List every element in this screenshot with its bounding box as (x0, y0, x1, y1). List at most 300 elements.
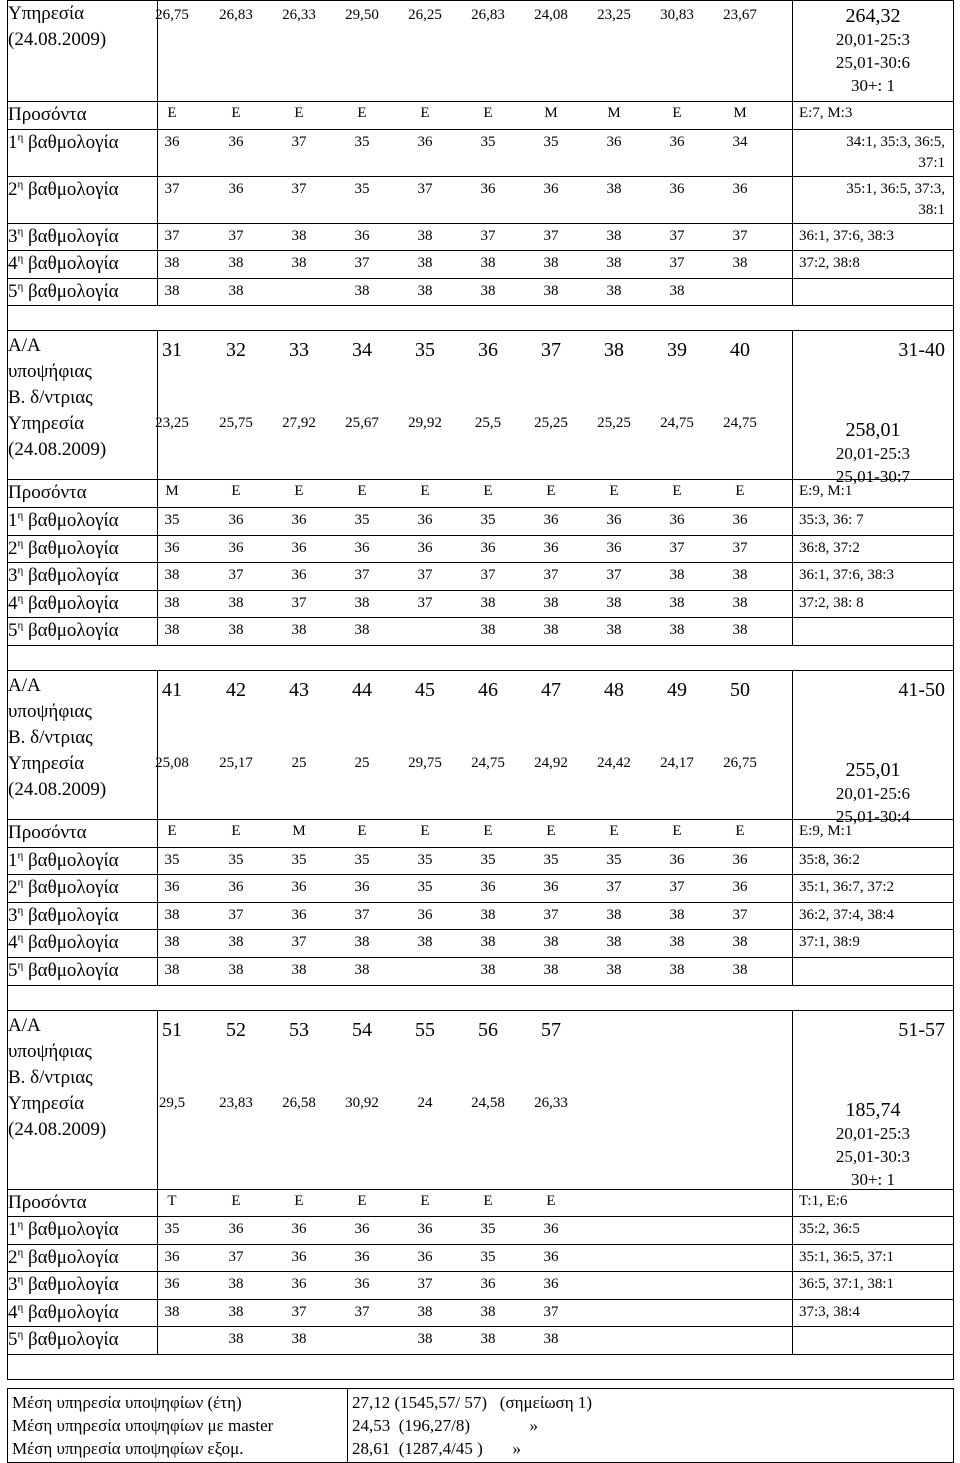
grade-value-7: 36 (543, 879, 559, 896)
spacer-cell (8, 985, 954, 1010)
qualifications-label: Προσόντα (8, 819, 158, 847)
grade-value-8: 38 (606, 180, 622, 197)
summary-cell (793, 102, 954, 130)
grade-value-2: 36 (228, 180, 244, 197)
service-values (155, 670, 793, 819)
qualification-4: Ε (357, 105, 367, 121)
grade-label (8, 251, 158, 279)
candidate-number-7: 47 (541, 678, 561, 701)
grade-value-6: 37 (480, 567, 496, 584)
grade-value-7: 37 (543, 567, 559, 584)
qualifications-values (158, 480, 793, 508)
spacer-row (7, 305, 954, 331)
grade-suffix: η (17, 959, 24, 972)
qualification-5: Ε (420, 105, 430, 121)
grade-values (158, 1299, 793, 1327)
candidate-number-6: 46 (478, 678, 498, 701)
summary-line: 36:5, 37:1, 38:1 (799, 1276, 895, 1293)
grade-value-5: 36 (417, 906, 433, 923)
candidate-number-4: 34 (352, 339, 372, 362)
grade-number: 5 (8, 620, 18, 642)
grade-value-8: 38 (606, 227, 622, 244)
service-value-9: 30,83 (660, 7, 694, 23)
grade-value-6: 36 (480, 1276, 496, 1293)
qualification-4: Ε (357, 1192, 367, 1209)
grade-value-1: 36 (164, 133, 180, 150)
footer-value: 28,61 (1287,4/45 ) » (352, 1439, 522, 1459)
summary-cell (793, 1189, 954, 1217)
candidate-number-8: 38 (604, 339, 624, 362)
grade-value-10: 36 (732, 511, 748, 528)
grade-value-4: 37 (354, 255, 370, 272)
service-total: 255,01 (845, 758, 901, 781)
service-value-5: 24 (417, 1094, 433, 1111)
grade-value-4: 36 (354, 227, 370, 244)
grade-value-5: 38 (417, 1303, 433, 1320)
service-value-9: 24,75 (660, 415, 694, 432)
service-value-10: 24,75 (723, 415, 757, 432)
grade-value-1: 36 (164, 1276, 180, 1293)
grade-label (8, 1299, 158, 1327)
grade-value-6: 38 (480, 622, 496, 639)
candidate-number-9: 39 (667, 339, 687, 362)
grade-value-7: 38 (543, 1331, 559, 1348)
qualifications-values (158, 819, 793, 847)
grade-values (158, 902, 793, 930)
summary-line: 34:1, 35:3, 36:5, (846, 133, 945, 150)
qualifications-row (8, 819, 954, 847)
range-label: 51-57 (898, 1018, 945, 1041)
summary-line: 35:1, 36:5, 37:1 (799, 1248, 895, 1265)
summary-cell (793, 176, 954, 223)
label-line: υποψήφιας (8, 361, 92, 383)
service-values (155, 331, 793, 480)
spacer-cell (8, 306, 954, 331)
grade-value-4: 36 (354, 1221, 370, 1238)
grade-suffix: η (17, 564, 24, 577)
summary-cell (793, 223, 954, 251)
service-value-7: 24,08 (534, 7, 568, 23)
grade-value-8: 38 (606, 594, 622, 611)
service-value-5: 29,92 (408, 415, 442, 432)
summary-line: Τ:1, Ε:6 (799, 1192, 848, 1209)
block-31-40 (7, 330, 954, 646)
grade-value-7: 36 (543, 1276, 559, 1293)
grade-label (8, 1327, 158, 1355)
label-line: (24.08.2009) (8, 439, 107, 461)
grade-value-5: 36 (417, 133, 433, 150)
grade-value-2: 36 (228, 511, 244, 528)
summary-cell (793, 1327, 954, 1355)
grade-suffix: η (17, 876, 24, 889)
qualification-9: Ε (672, 105, 682, 121)
grade-number: 2 (8, 178, 18, 200)
grade-number: 1 (8, 509, 18, 531)
summary-cell (793, 563, 954, 591)
grade-word: βαθμολογία (23, 537, 119, 559)
grade-label (8, 590, 158, 618)
footer-values (348, 1389, 954, 1463)
grade-number: 3 (8, 1274, 18, 1296)
label-line: Α/Α (8, 335, 41, 357)
grade-value-1: 38 (164, 934, 180, 951)
service-distribution: 25,01-30:3 (835, 1146, 911, 1166)
grade-values (158, 875, 793, 903)
service-value-10: 26,75 (723, 754, 757, 771)
qualifications-values (158, 1189, 793, 1217)
candidate-number-5: 45 (415, 678, 435, 701)
grade-number: 5 (8, 1329, 18, 1351)
candidate-number-6: 56 (478, 1018, 498, 1041)
grade-value-3: 38 (291, 1331, 307, 1348)
service-total: 185,74 (845, 1098, 901, 1121)
range-label: 41-50 (898, 678, 945, 701)
grade-number: 3 (8, 225, 18, 247)
service-summary (793, 670, 954, 826)
service-summary (793, 1010, 954, 1189)
qualifications-row (8, 102, 954, 130)
grade-label (8, 1272, 158, 1300)
grade-word: βαθμολογία (23, 1219, 119, 1241)
grade-value-10: 38 (732, 961, 748, 978)
grade-value-7: 38 (543, 255, 559, 272)
qualification-7: Ε (546, 1192, 556, 1209)
grade-values (158, 618, 793, 646)
service-value-1: 25,08 (155, 754, 189, 771)
grade-value-3: 36 (291, 539, 307, 556)
grade-value-3: 37 (291, 180, 307, 197)
grade-value-10: 37 (732, 906, 748, 923)
grade-value-3: 36 (291, 1221, 307, 1238)
grade-value-5: 37 (417, 594, 433, 611)
summary-line: 35:1, 36:5, 37:3, (846, 180, 945, 197)
spacer-row (7, 1354, 954, 1380)
grade-value-9: 36 (669, 851, 685, 868)
summary-cell (793, 129, 954, 176)
grade-value-1: 38 (164, 1303, 180, 1320)
grade-value-8: 36 (606, 539, 622, 556)
service-row (8, 670, 954, 819)
qualification-2: Ε (231, 105, 241, 121)
summary-line: 37:1, 38:9 (799, 934, 860, 951)
grade-label (8, 1244, 158, 1272)
grade-label (8, 223, 158, 251)
grade-number: 1 (8, 849, 18, 871)
service-value-7: 25,25 (534, 415, 568, 432)
grade-value-6: 38 (480, 255, 496, 272)
qualification-1: Ε (167, 822, 177, 839)
qualifications-label: Προσόντα (8, 1189, 158, 1217)
service-distribution: 20,01-25:3 (835, 444, 911, 464)
summary-line: 37:1 (918, 154, 945, 171)
grade-number: 4 (8, 592, 18, 614)
candidate-number-7: 57 (541, 1018, 561, 1041)
qualification-7: Μ (544, 105, 558, 121)
qualification-9: Ε (672, 483, 682, 500)
summary-line: 35:8, 36:2 (799, 851, 860, 868)
qualifications-label: Προσόντα (8, 102, 158, 130)
service-value-8: 24,42 (597, 754, 631, 771)
summary-line: 36:2, 37:4, 38:4 (799, 906, 895, 923)
qualification-6: Ε (483, 1192, 493, 1209)
grade-row-1 (8, 129, 954, 176)
grade-value-4: 37 (354, 567, 370, 584)
service-value-8: 23,25 (597, 7, 631, 23)
service-label (8, 670, 158, 819)
candidate-number-9: 49 (667, 678, 687, 701)
service-distribution: 20,01-25:3 (835, 1123, 911, 1143)
service-values (155, 1, 793, 102)
grade-row-2 (8, 535, 954, 563)
grade-value-4: 35 (354, 180, 370, 197)
grade-label (8, 875, 158, 903)
summary-line: 36:1, 37:6, 38:3 (799, 227, 895, 244)
grade-value-4: 35 (354, 133, 370, 150)
grade-value-1: 38 (164, 622, 180, 639)
grade-value-4: 37 (354, 1303, 370, 1320)
grade-values (158, 1327, 793, 1355)
grade-values (158, 1217, 793, 1245)
grade-number: 3 (8, 565, 18, 587)
grade-row-5 (8, 957, 954, 985)
grade-label (8, 618, 158, 646)
grade-value-4: 38 (354, 934, 370, 951)
grade-label (8, 930, 158, 958)
grade-value-4: 35 (354, 511, 370, 528)
grade-word: βαθμολογία (23, 932, 119, 954)
spacer-row (7, 985, 954, 1011)
summary-line: 35:1, 36:7, 37:2 (799, 879, 895, 896)
spacer-cell (8, 645, 954, 670)
grade-value-1: 35 (164, 511, 180, 528)
grade-suffix: η (17, 178, 24, 191)
qualifications-row (8, 480, 954, 508)
grade-value-6: 36 (480, 539, 496, 556)
grade-value-7: 35 (543, 133, 559, 150)
grade-value-7: 38 (543, 282, 559, 299)
grade-value-7: 37 (543, 1303, 559, 1320)
grade-values (158, 535, 793, 563)
grade-value-7: 38 (543, 594, 559, 611)
grade-label (8, 563, 158, 591)
grade-row-1 (8, 1217, 954, 1245)
grade-value-2: 37 (228, 567, 244, 584)
grade-value-10: 38 (732, 594, 748, 611)
grade-value-1: 38 (164, 567, 180, 584)
grade-value-6: 38 (480, 594, 496, 611)
service-value-2: 25,17 (219, 754, 253, 771)
footer-label: Μέση υπηρεσία υποψηφίων (έτη) (12, 1393, 242, 1413)
grade-word: βαθμολογία (23, 959, 119, 981)
grade-value-6: 35 (480, 1248, 496, 1265)
candidate-number-2: 42 (226, 678, 246, 701)
grade-value-9: 38 (669, 934, 685, 951)
grade-value-6: 35 (480, 133, 496, 150)
qualification-10: Ε (735, 483, 745, 500)
service-distribution: 30+: 1 (850, 1169, 896, 1189)
grade-number: 4 (8, 1301, 18, 1323)
grade-value-6: 36 (480, 180, 496, 197)
service-total: 264,32 (845, 5, 901, 27)
grade-value-9: 37 (669, 255, 685, 272)
grade-value-8: 38 (606, 282, 622, 299)
summary-line: Ε:7, Μ:3 (799, 105, 853, 121)
grade-row-4 (8, 1299, 954, 1327)
grade-number: 2 (8, 1246, 18, 1268)
label-line: (24.08.2009) (8, 778, 107, 800)
service-row (8, 1, 954, 102)
grade-value-9: 38 (669, 906, 685, 923)
grade-value-2: 38 (228, 594, 244, 611)
grade-value-4: 36 (354, 1248, 370, 1265)
grade-value-6: 38 (480, 282, 496, 299)
grade-value-2: 36 (228, 539, 244, 556)
grade-value-7: 36 (543, 1248, 559, 1265)
grade-label (8, 176, 158, 223)
grade-number: 5 (8, 280, 18, 302)
grade-value-8: 36 (606, 133, 622, 150)
grade-value-6: 38 (480, 1331, 496, 1348)
grade-value-10: 36 (732, 180, 748, 197)
candidate-number-1: 41 (162, 678, 182, 701)
grade-number: 4 (8, 932, 18, 954)
grade-value-4: 36 (354, 879, 370, 896)
grade-value-1: 36 (164, 539, 180, 556)
grade-values (158, 563, 793, 591)
grade-number: 1 (8, 131, 18, 153)
label-line: Α/Α (8, 674, 41, 696)
label-line: Β. δ/ντριας (8, 387, 93, 409)
grade-value-4: 38 (354, 282, 370, 299)
grade-value-8: 38 (606, 961, 622, 978)
qualification-5: Ε (420, 1192, 430, 1209)
service-value-1: 23,25 (155, 415, 189, 432)
candidate-number-3: 43 (289, 678, 309, 701)
grade-value-9: 38 (669, 622, 685, 639)
qualification-1: Ε (167, 105, 177, 121)
grade-word: βαθμολογία (23, 131, 119, 153)
grade-value-9: 37 (669, 879, 685, 896)
service-value-4: 25,67 (345, 415, 379, 432)
footer-value: 27,12 (1545,57/ 57) (σημείωση 1) (352, 1393, 592, 1413)
grade-value-4: 38 (354, 961, 370, 978)
grade-value-2: 38 (228, 282, 244, 299)
grade-value-4: 37 (354, 906, 370, 923)
grade-suffix: η (17, 225, 24, 238)
summary-cell (793, 507, 954, 535)
grade-row-4 (8, 251, 954, 279)
grade-value-6: 38 (480, 961, 496, 978)
grade-row-2 (8, 176, 954, 223)
grade-value-3: 36 (291, 879, 307, 896)
summary-line: 35:3, 36: 7 (799, 511, 864, 528)
grade-value-3: 36 (291, 511, 307, 528)
summary-line: Ε:9, Μ:1 (799, 483, 853, 500)
qualification-10: Ε (735, 822, 745, 839)
grade-values (158, 176, 793, 223)
service-distribution: 25,01-30:7 (835, 467, 911, 487)
service-value-4: 30,92 (345, 1094, 379, 1111)
service-value-9: 24,17 (660, 754, 694, 771)
grade-value-10: 38 (732, 567, 748, 584)
footer-label: Μέση υπηρεσία υποψηφίων με master (12, 1416, 274, 1436)
grade-value-6: 36 (480, 879, 496, 896)
grade-value-2: 36 (228, 879, 244, 896)
qualification-2: Ε (231, 483, 241, 500)
summary-line: 36:1, 37:6, 38:3 (799, 567, 895, 584)
grade-value-6: 37 (480, 227, 496, 244)
qualification-3: Ε (294, 483, 304, 500)
grade-value-8: 37 (606, 879, 622, 896)
grade-value-8: 37 (606, 567, 622, 584)
grade-value-7: 36 (543, 1221, 559, 1238)
grade-value-2: 38 (228, 961, 244, 978)
grade-word: βαθμολογία (23, 877, 119, 899)
footer-table (7, 1388, 954, 1463)
qualification-9: Ε (672, 822, 682, 839)
grade-label (8, 507, 158, 535)
grade-value-10: 37 (732, 539, 748, 556)
grade-value-3: 36 (291, 1276, 307, 1293)
qualification-6: Ε (483, 483, 493, 500)
qualification-3: Ε (294, 1192, 304, 1209)
grade-value-3: 38 (291, 622, 307, 639)
qualification-1: Τ (167, 1192, 177, 1209)
grade-value-3: 36 (291, 1248, 307, 1265)
service-value-6: 24,58 (471, 1094, 505, 1111)
grade-word: βαθμολογία (23, 849, 119, 871)
grade-word: βαθμολογία (23, 253, 119, 275)
grade-value-9: 38 (669, 594, 685, 611)
label-line: Υπηρεσία (8, 752, 85, 774)
summary-cell (793, 251, 954, 279)
label-line: (24.08.2009) (8, 29, 107, 50)
candidate-number-3: 33 (289, 339, 309, 362)
service-value-1: 29,5 (158, 1094, 186, 1111)
grade-word: βαθμολογία (23, 178, 119, 200)
grade-number: 2 (8, 877, 18, 899)
grade-value-1: 36 (164, 1248, 180, 1265)
grade-value-6: 38 (480, 906, 496, 923)
grade-row-1 (8, 507, 954, 535)
grade-values (158, 129, 793, 176)
summary-cell (793, 618, 954, 646)
grade-number: 1 (8, 1219, 18, 1241)
label-line: (24.08.2009) (8, 1118, 107, 1140)
grade-suffix: η (17, 620, 24, 633)
service-distribution: 25,01-30:6 (835, 53, 911, 72)
service-value-5: 26,25 (408, 7, 442, 23)
grade-row-2 (8, 1244, 954, 1272)
summary-cell (793, 1299, 954, 1327)
label-line: Υπηρεσία (8, 3, 85, 24)
grade-value-9: 36 (669, 180, 685, 197)
grade-value-1: 37 (164, 227, 180, 244)
service-value-3: 27,92 (282, 415, 316, 432)
grade-values (158, 223, 793, 251)
service-value-5: 29,75 (408, 754, 442, 771)
qualification-5: Ε (420, 483, 430, 500)
qualification-4: Ε (357, 483, 367, 500)
grade-value-3: 37 (291, 1303, 307, 1320)
grade-values (158, 590, 793, 618)
block-21-30 (7, 0, 954, 306)
service-distribution: 25,01-30:4 (835, 806, 911, 826)
grade-value-5: 38 (417, 227, 433, 244)
grade-value-7: 38 (543, 934, 559, 951)
candidate-number-5: 35 (415, 339, 435, 362)
summary-cell (793, 480, 954, 508)
